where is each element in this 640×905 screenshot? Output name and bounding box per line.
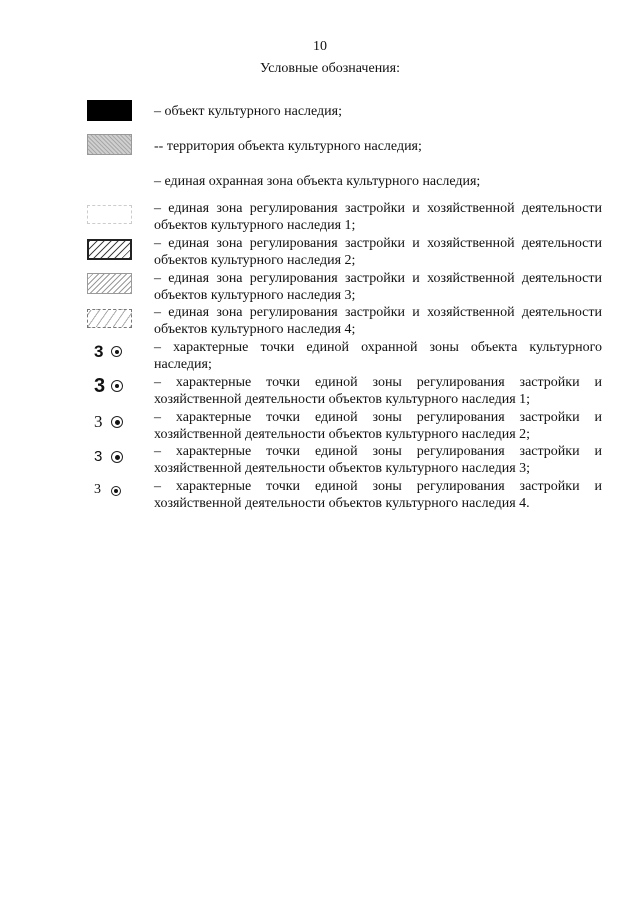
bold-hatched-swatch-icon [87,239,132,260]
dashed-hatched-swatch-icon [87,309,132,328]
legend-text: – характерные точки единой охранной зоны объекта культурного наследия; [154,340,602,372]
legend-text: – характерные точки единой зоны регулирования застройки и хозяйственной деятельности объектов культурного наследия 1; [154,375,602,407]
point-marker-icon [88,412,136,432]
legend-text: – единая зона регулирования застройки и хозяйственной деятельности объектов культурного наследия 3; [154,271,602,303]
black-fill-swatch-icon [87,100,132,121]
point-label: 3 [94,342,104,361]
page-number: 10 [313,39,327,54]
point-circle [111,451,123,463]
point-circle [111,346,122,357]
point-marker-icon [88,375,136,395]
point-circle [111,380,123,392]
point-marker-icon [88,482,136,502]
legend-text: – единая зона регулирования застройки и хозяйственной деятельности объектов культурного наследия 2; [154,236,602,268]
legend-text: – единая охранная зона объекта культурного наследия; [154,174,481,189]
point-circle [111,486,121,496]
legend-text: -- территория объекта культурного наследия; [154,139,422,154]
legend-text: – единая зона регулирования застройки и хозяйственной деятельности объектов культурного наследия 1; [154,201,602,233]
dotted-gray-swatch-icon [87,134,132,155]
point-label: 3 [94,375,106,397]
point-label: 3 [94,448,103,465]
legend-title: Условные обозначения: [259,61,401,76]
legend-text: – объект культурного наследия; [154,104,342,119]
point-label: 3 [94,412,103,431]
point-marker-icon [88,448,136,468]
light-dashed-outline-swatch-icon [87,205,132,224]
legend-text: – единая зона регулирования застройки и хозяйственной деятельности объектов культурного наследия 4; [154,305,602,337]
legend-text: – характерные точки единой зоны регулирования застройки и хозяйственной деятельности объектов культурного наследия 4. [154,479,602,511]
legend-text: – характерные точки единой зоны регулирования застройки и хозяйственной деятельности объектов культурного наследия 3; [154,444,602,476]
point-label: 3 [94,482,101,497]
light-hatched-swatch-icon [87,273,132,294]
point-marker-icon [88,342,136,362]
point-circle [111,416,123,428]
legend-text: – характерные точки единой зоны регулирования застройки и хозяйственной деятельности объектов культурного наследия 2; [154,410,602,442]
